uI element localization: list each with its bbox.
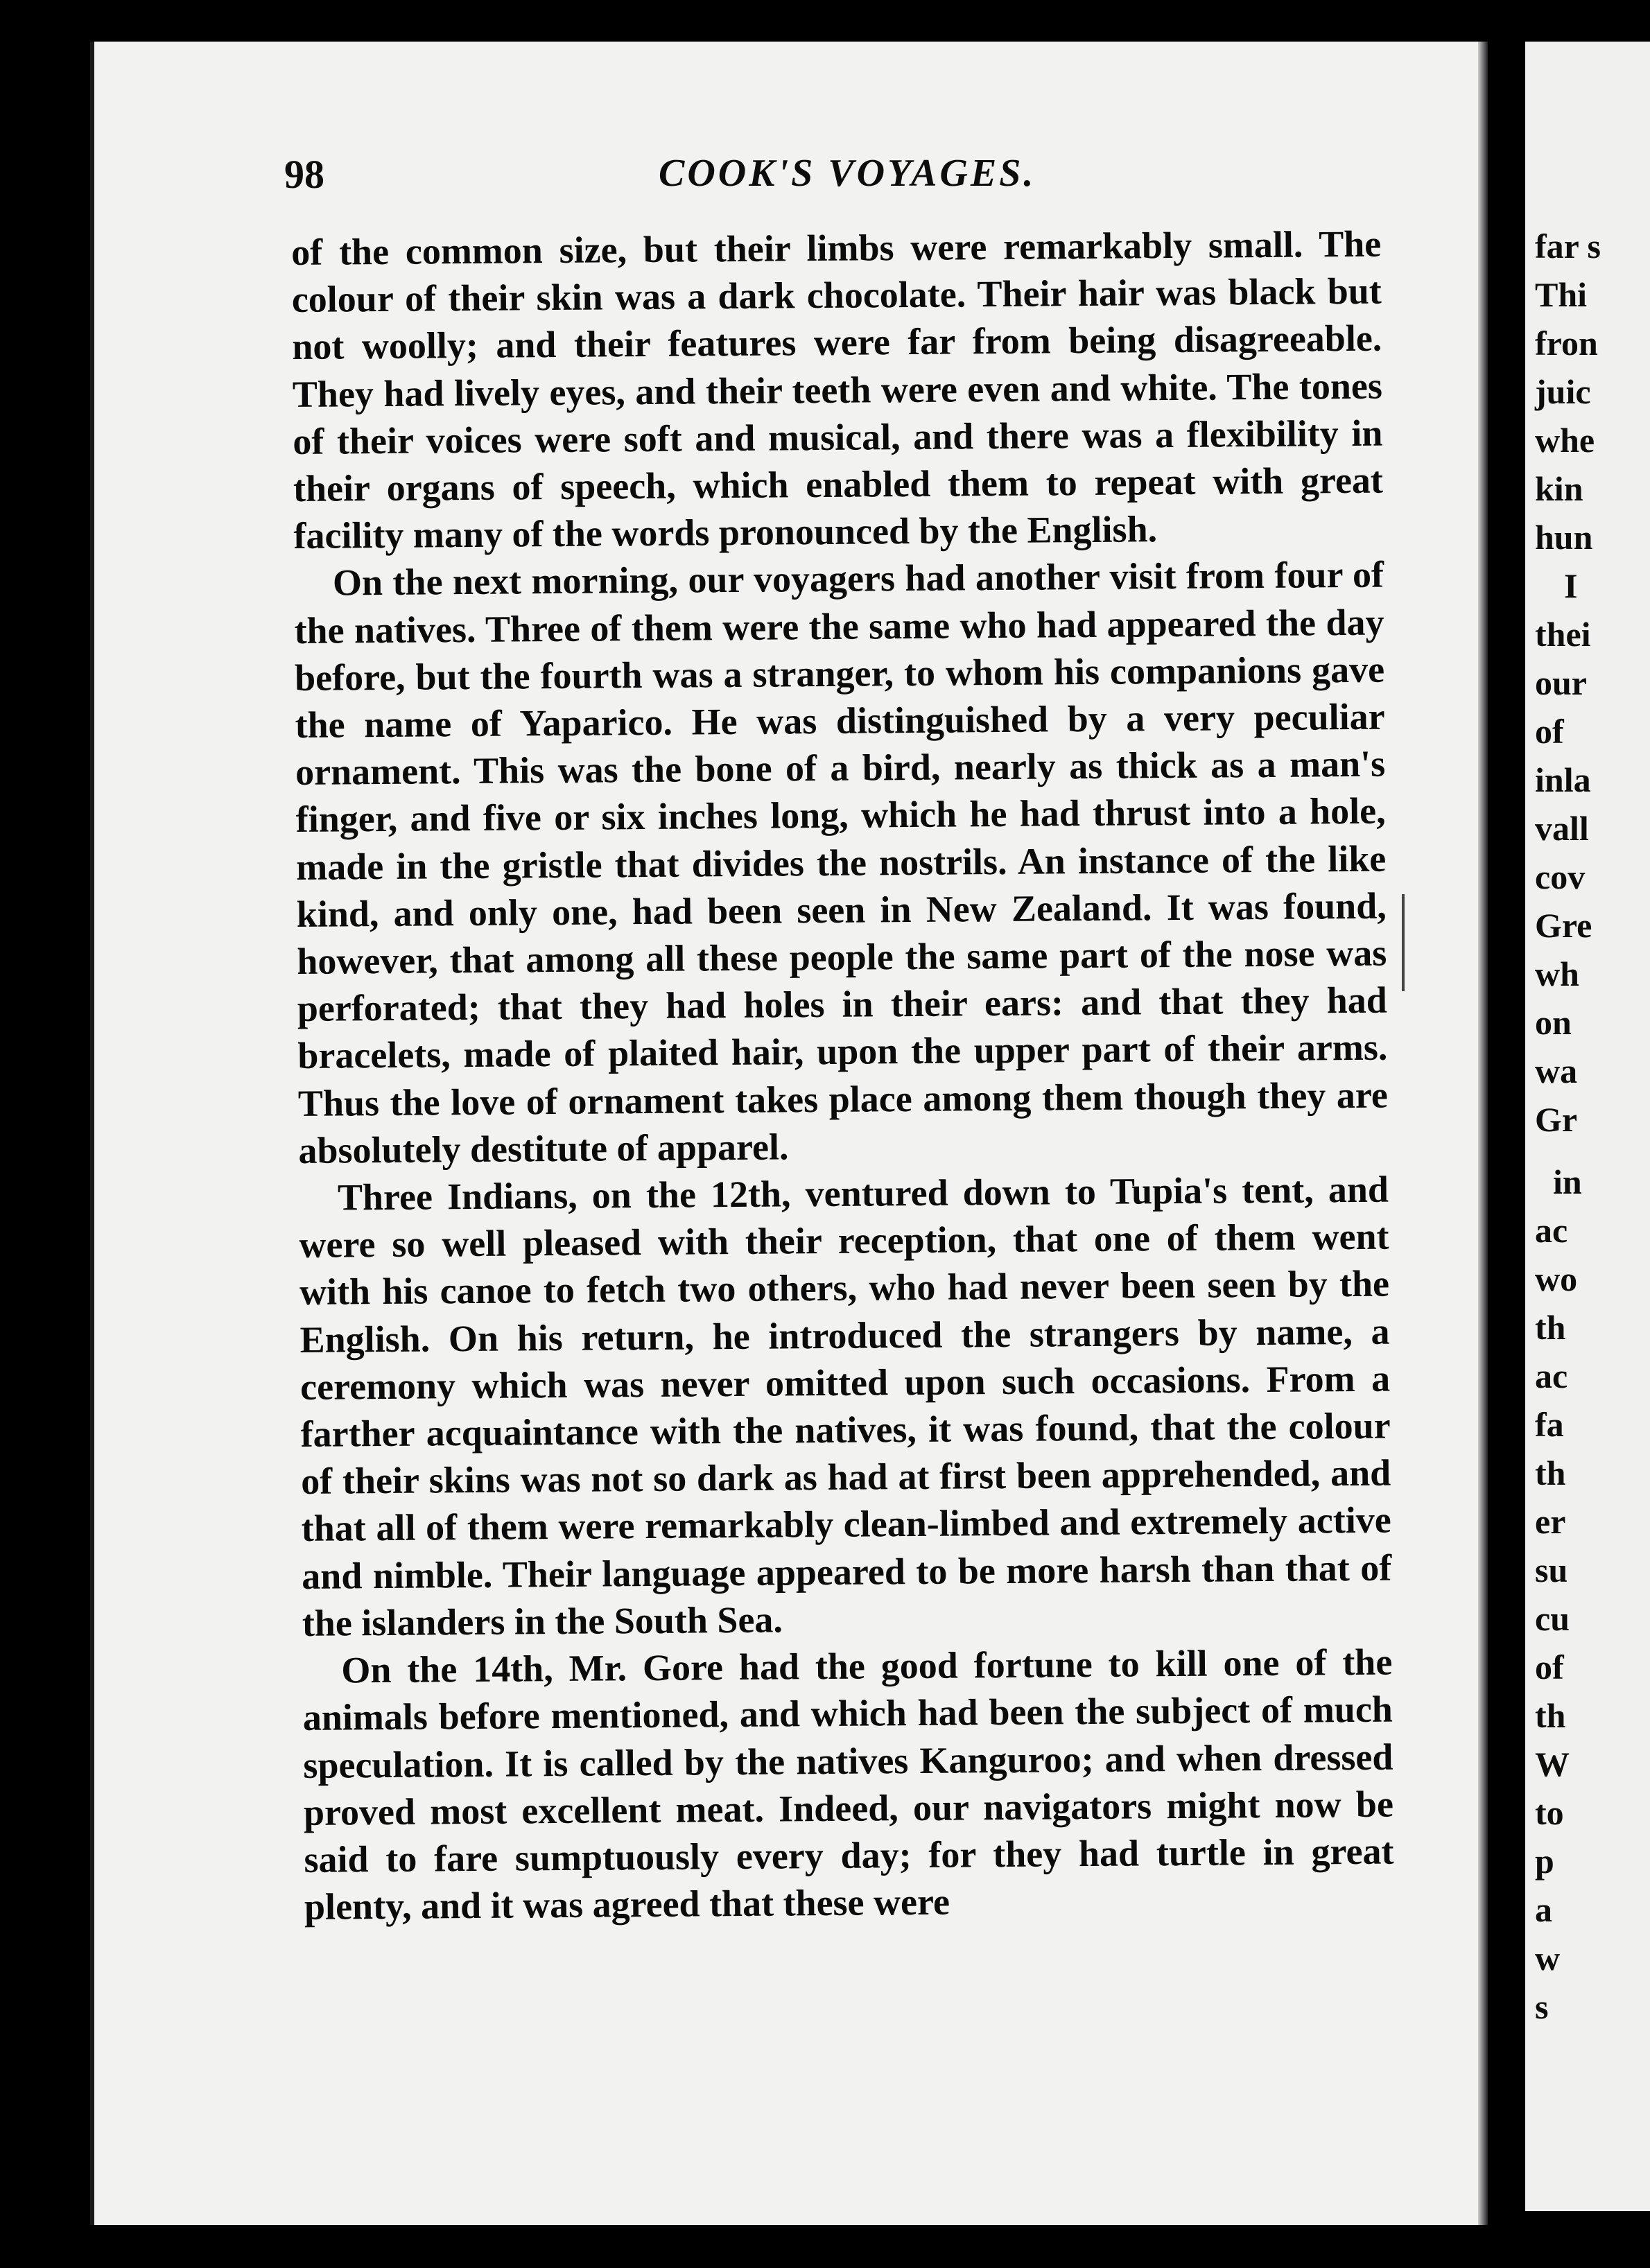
paragraph-4: On the 14th, Mr. Gore had the good fortune to kill one of the animals before mentioned, and which had been the subject of much speculation. It is called by the natives Kanguroo; and when dressed proved most excellent meat. Indeed, our navigators might now be said to fare sumptuously every day; for they had turtle in great plenty, and it was agreed that these were [302, 1641, 1394, 1928]
right-page-line-fragment: Thi [1535, 275, 1588, 314]
paragraph-1: of the common size, but their limbs were remarkably small. The colour of their skin was a dark chocolate. Their hair was black but not woolly; and their features were far from being disagreeable. They had lively eyes, and their teeth were even and white. The tones of their voices were soft and musical, and there was a flexibility in their organs of speech, which enabled them to repeat with great facility many of the words pronounced by the English. [291, 223, 1384, 557]
right-page-line-fragment: p [1535, 1842, 1554, 1881]
right-page-line-fragment: a [1535, 1890, 1552, 1929]
right-page-line-fragment: on [1535, 1003, 1572, 1042]
right-page-line-fragment: Gre [1535, 906, 1592, 945]
right-page-line-fragment: s [1535, 1987, 1549, 2026]
right-page-line-fragment: far s [1535, 227, 1601, 265]
right-page-line-fragment: th [1535, 1454, 1566, 1492]
right-page-line-fragment: whe [1535, 421, 1595, 460]
right-page-line-fragment: cu [1535, 1599, 1570, 1638]
right-page-line-fragment: fron [1535, 324, 1598, 363]
right-page-line-fragment: wa [1535, 1052, 1578, 1090]
right-page-line-fragment: juic [1535, 372, 1591, 411]
right-page-line-fragment: cov [1535, 857, 1586, 896]
right-page-line-fragment: inla [1535, 760, 1591, 799]
right-page-line-fragment: wo [1535, 1259, 1578, 1298]
right-page-line-fragment: th [1535, 1308, 1566, 1347]
right-page-line-fragment: su [1535, 1551, 1568, 1589]
right-page-line-fragment: er [1535, 1502, 1566, 1541]
right-page-line-fragment: of [1535, 1648, 1564, 1686]
running-title: COOK'S VOYAGES. [659, 152, 1036, 195]
right-page-line-fragment: wh [1535, 954, 1579, 993]
right-page-line-fragment: in [1553, 1162, 1582, 1201]
right-page-line-fragment: of [1535, 712, 1564, 751]
right-page-line-fragment: w [1535, 1939, 1561, 1978]
right-page-line-fragment: hun [1535, 518, 1593, 557]
right-page-fragment [1525, 42, 1650, 2211]
right-page-line-fragment: to [1535, 1793, 1564, 1832]
page-number: 98 [284, 152, 324, 197]
right-page-line-fragment: th [1535, 1696, 1566, 1735]
right-page-line-fragment: our [1535, 663, 1587, 702]
right-page-line-fragment: kin [1535, 469, 1583, 508]
right-page-line-fragment: vall [1535, 809, 1589, 848]
right-page-line-fragment: W [1535, 1745, 1570, 1783]
right-page-line-fragment: ac [1535, 1357, 1568, 1395]
paragraph-2: On the next morning, our voyagers had another visit from four of the natives. Three of them were the same who had appeared the day before, but the fourth was a stranger, to whom his companions gave the name of Yaparico. He was distinguished by a very peculiar ornament. This was the bone of a bird, nearly as thick as a man's finger, and five or six inches long, which he had thrust into a hole, made in the gristle that divides the nostrils. An instance of the like kind, and only one, had been seen in New Zealand. It was found, however, that among all these people the same part of the nose was perforated; that they had holes in their ears: and that they had bracelets, made of plaited hair, upon the upper part of their arms. Thus the love of ornament takes place among them though they are absolutely destitute of apparel. [294, 554, 1389, 1171]
right-page-line-fragment: I [1564, 566, 1578, 605]
right-page-line-fragment: Gr [1535, 1100, 1578, 1139]
right-page-line-fragment: thei [1535, 615, 1591, 654]
paragraph-3: Three Indians, on the 12th, ventured down to Tupia's tent, and were so well pleased with their reception, that one of them went with his canoe to fetch two others, who had never been seen by the English. On his return, he introduced the strangers by name, a ceremony which was never omitted upon such occasions. From a farther acquaintance with the natives, it was found, that the colour of their skins was not so dark as had at first been apprehended, and that all of them were remarkably clean-limbed and extremely active and nimble. Their language appeared to be more harsh than that of the islanders in the South Sea. [299, 1168, 1392, 1644]
body-text [291, 220, 1394, 1931]
right-page-line-fragment: ac [1535, 1211, 1568, 1250]
right-page-line-fragment: fa [1535, 1405, 1564, 1444]
margin-mark [1402, 894, 1405, 991]
